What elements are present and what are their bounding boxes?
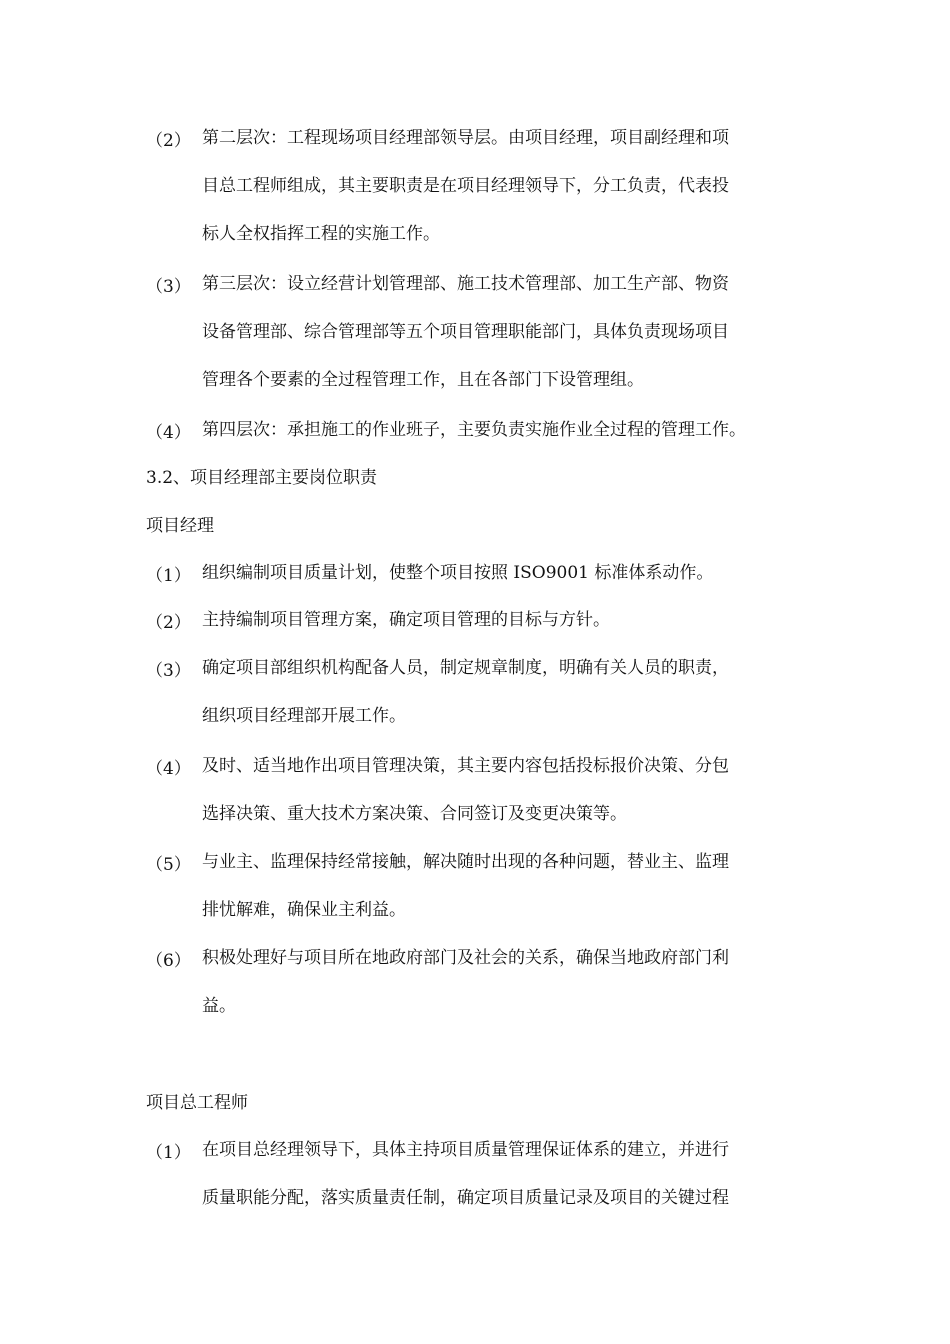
item-text [202, 561, 806, 609]
item-number: （2） [146, 131, 191, 151]
text-line: 管理各个要素的全过程管理工作，且在各部门下设管理组。 [202, 370, 644, 390]
item-text [202, 272, 806, 416]
item-text [202, 418, 806, 466]
text-line: 确定项目部组织机构配备人员，制定规章制度，明确有关人员的职责， [202, 658, 729, 678]
item-number: （3） [146, 277, 191, 297]
text-line: 目总工程师组成，其主要职责是在项目经理领导下，分工负责，代表投 [202, 176, 729, 196]
item-number: （1） [146, 1143, 191, 1163]
item-text [202, 656, 806, 752]
section-heading: 3.2、项目经理部主要岗位职责 [146, 468, 378, 488]
text-line: 益。 [202, 996, 236, 1016]
item-number: （2） [146, 613, 191, 633]
text-line: 第三层次：设立经营计划管理部、施工技术管理部、加工生产部、物资 [202, 274, 729, 294]
subsection-title: 项目总工程师 [146, 1093, 248, 1113]
item-number: （3） [146, 661, 191, 681]
item-number: （4） [146, 759, 191, 779]
text-line: 及时、适当地作出项目管理决策，其主要内容包括投标报价决策、分包 [202, 756, 729, 776]
text-line: 主持编制项目管理方案，确定项目管理的目标与方针。 [202, 610, 610, 630]
item-number: （6） [146, 951, 191, 971]
item-text [202, 126, 806, 270]
text-line: 第四层次：承担施工的作业班子，主要负责实施作业全过程的管理工作。 [202, 420, 746, 440]
text-line: 与业主、监理保持经常接触，解决随时出现的各种问题，替业主、监理 [202, 852, 729, 872]
text-line: 组织项目经理部开展工作。 [202, 706, 406, 726]
text-line: 在项目总经理领导下，具体主持项目质量管理保证体系的建立，并进行 [202, 1140, 729, 1160]
item-number: （5） [146, 855, 191, 875]
text-line: 设备管理部、综合管理部等五个项目管理职能部门，具体负责现场项目 [202, 322, 729, 342]
text-line: 质量职能分配，落实质量责任制，确定项目质量记录及项目的关键过程 [202, 1188, 729, 1208]
text-line: 标人全权指挥工程的实施工作。 [202, 224, 440, 244]
subsection-title: 项目经理 [146, 516, 214, 536]
text-line: 排忧解难，确保业主利益。 [202, 900, 406, 920]
item-number: （4） [146, 423, 191, 443]
item-text [202, 1138, 806, 1234]
text-line: 第二层次：工程现场项目经理部领导层。由项目经理，项目副经理和项 [202, 128, 729, 148]
text-line: 组织编制项目质量计划，使整个项目按照 ISO9001 标准体系动作。 [202, 563, 714, 583]
text-line: 积极处理好与项目所在地政府部门及社会的关系，确保当地政府部门利 [202, 948, 729, 968]
item-text [202, 754, 806, 850]
item-text [202, 850, 806, 946]
item-number: （1） [146, 566, 191, 586]
text-line: 选择决策、重大技术方案决策、合同签订及变更决策等。 [202, 804, 627, 824]
item-text [202, 608, 806, 656]
item-text [202, 946, 806, 1042]
